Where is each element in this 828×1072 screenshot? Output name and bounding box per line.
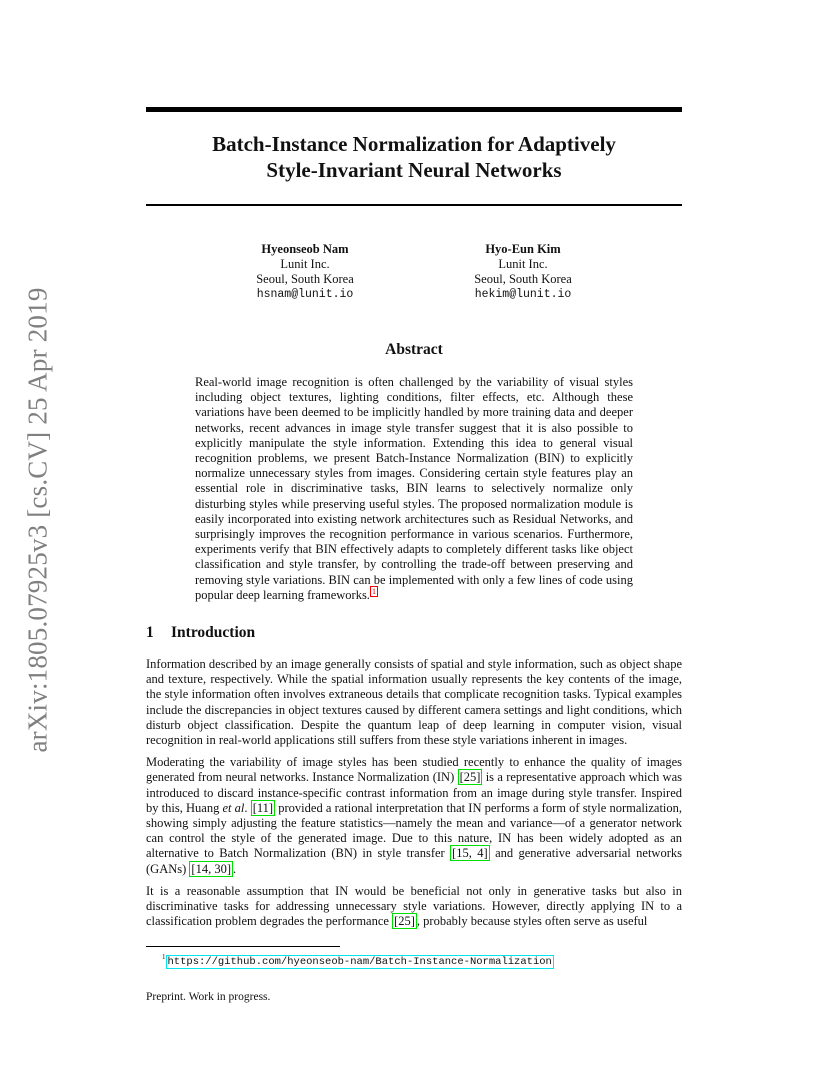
citation-link[interactable]: [14, 30] <box>191 861 231 876</box>
author-block-2 <box>423 242 623 302</box>
paragraph-1 <box>146 657 682 748</box>
footnote <box>162 951 662 969</box>
paragraph-text: . <box>232 861 237 876</box>
section-title: Introduction <box>171 624 256 641</box>
paragraph-text: , probably because styles often serve as useful <box>416 914 648 929</box>
emphasis-text: et al <box>222 800 245 815</box>
footnote-rule <box>146 946 340 947</box>
paragraph-text: . <box>244 800 251 815</box>
paper-title <box>146 131 682 183</box>
author-block-1 <box>205 242 405 302</box>
citation-link[interactable]: [11] <box>252 800 274 815</box>
title-line-2: Style-Invariant Neural Networks <box>266 158 562 182</box>
paragraph-3 <box>146 884 682 930</box>
paragraph-text: and generative adversarial networks (GANs) <box>146 846 682 876</box>
paragraph-text: Information described by an image generally consists of spatial and style information, such as object shape and texture, respectively. While the spatial information usually represents the key contents of the image, the style information often involves extraneous details that complicate recognition tasks. Typical examples include the discrepancies in object textures caused by different camera settings and light conditions, which disturb object classification. Despite the quantum leap of deep learning in computer vision, visual recognition in real-world applications still suffers from these style variations inherent in images. <box>146 657 682 748</box>
title-top-rule <box>146 107 682 112</box>
citation-link[interactable]: [25] <box>394 914 415 929</box>
author-name: Hyeonseob Nam <box>261 242 349 256</box>
title-bottom-rule <box>146 204 682 206</box>
footnote-url-link[interactable]: https://github.com/hyeonseob-nam/Batch-Instance-Normalization <box>167 955 552 968</box>
author-location: Seoul, South Korea <box>474 272 572 286</box>
citation-link[interactable]: [15, 4] <box>452 846 488 861</box>
paragraph-text: It is a reasonable assumption that IN would be beneficial not only in generative tasks but also in discriminative tasks for addressing unnecessary style variations. However, directly applying IN to a classification problem degrades the performance <box>146 883 682 929</box>
footnote-link[interactable]: 1 <box>371 586 376 596</box>
arxiv-stamp: arXiv:1805.07925v3 [cs.CV] 25 Apr 2019 <box>22 287 53 753</box>
paragraph-text: provided a rational interpretation that IN performs a form of style normalization, showing simply adjusting the feature statistics—namely the mean and variance—of a generator network can control the style of the generated image. Due to this nature, IN has been widely adopted as an alternative to Batch Normalization (BN) in style transfer <box>146 800 683 861</box>
footnote-mark: 1 <box>162 953 166 961</box>
author-location: Seoul, South Korea <box>256 272 354 286</box>
author-email[interactable]: hsnam@lunit.io <box>256 288 354 301</box>
section-heading <box>146 624 682 642</box>
citation-link[interactable]: [25] <box>459 770 481 785</box>
author-name: Hyo-Eun Kim <box>485 242 561 256</box>
paragraph-text: is a representative approach which was introduced to discard instance-specific contrast information from an image during style transfer. Inspired by this, Huang <box>146 770 683 815</box>
abstract-text: Real-world image recognition is often challenged by the variability of visual styles including object textures, lighting conditions, filter effects, etc. Although these variations have been deemed to be implicitly handled by more training data and deeper networks, recent advances in image style transfer suggest that it is also possible to explicitly manipulate the style information. Extending this idea to general visual recognition problems, we present Batch-Instance Normalization (BIN) to explicitly normalize unnecessary styles from images. Considering certain style features play an essential role in discriminative tasks, BIN learns to selectively normalize only disturbing styles while preserving useful styles. The proposed normalization module is easily incorporated into existing network architectures such as Residual Networks, and surprisingly improves the recognition performance in various scenarios. Furthermore, experiments verify that BIN effectively adapts to completely different tasks like object classification and style transfer, by controlling the trade-off between preserving and removing style variations. BIN can be implemented with only a few lines of code using popular deep learning frameworks. <box>195 375 633 602</box>
author-affiliation: Lunit Inc. <box>280 257 330 271</box>
section-number: 1 <box>146 624 154 641</box>
preprint-note: Preprint. Work in progress. <box>146 991 271 1003</box>
abstract-heading: Abstract <box>385 341 443 358</box>
abstract-body <box>195 375 633 603</box>
paragraph-text: Moderating the variability of image styles has been studied recently to enhance the quality of images generated from neural networks. Instance Normalization (IN) <box>146 755 682 785</box>
author-affiliation: Lunit Inc. <box>498 257 548 271</box>
paragraph-2 <box>146 755 682 877</box>
intro-body <box>146 657 682 936</box>
title-line-1: Batch-Instance Normalization for Adaptively <box>212 132 616 156</box>
author-email[interactable]: hekim@lunit.io <box>474 288 572 301</box>
